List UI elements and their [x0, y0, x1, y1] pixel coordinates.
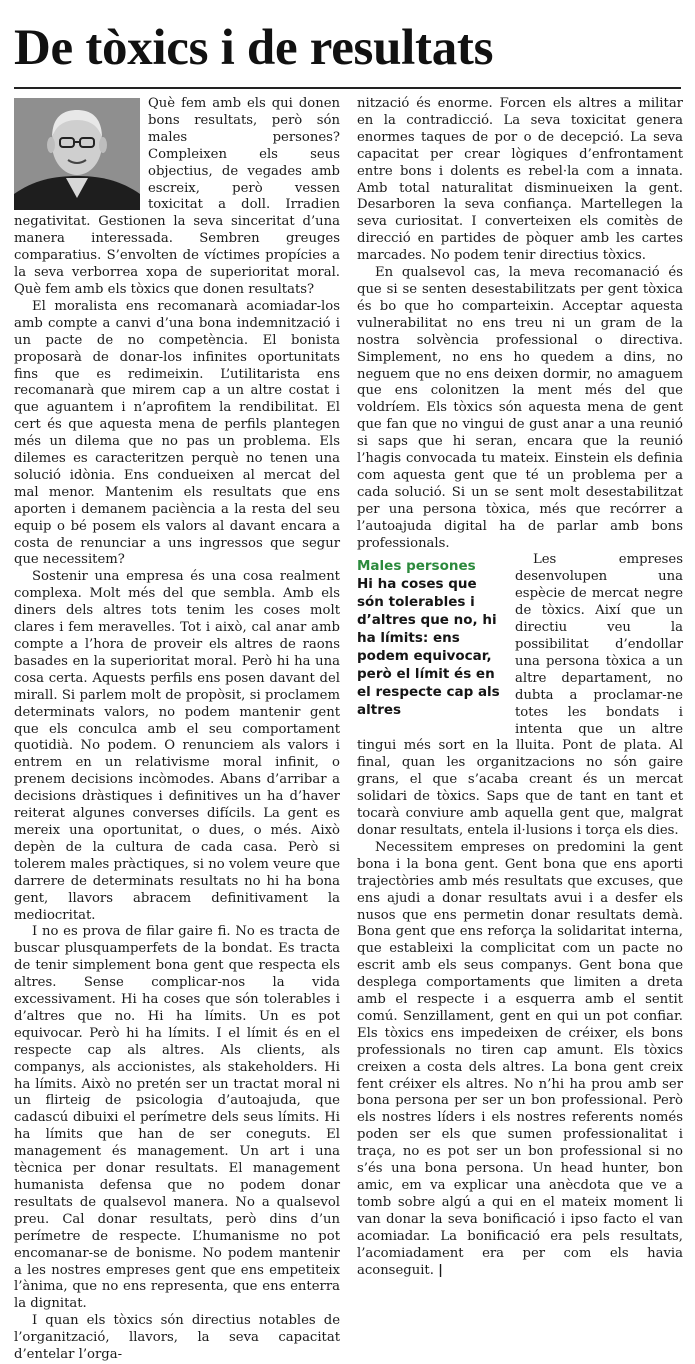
paragraph: Les empreses desenvolupen una espècie de mercat negre de tòxics. Així que un directiu veu la possibilitat d’endollar una persona tòxica a un altre departament, no dubta a proclamar-ne totes les bondats i intenta que un altre tingui més sort en la lluita. Pont de plata. Al final, quan les organitzacions no són gaire grans, el que s’acaba creant és un mercat solidari de tòxics. Saps que de tant en tant et tocarà conviure amb aquella gent que, malgrat donar resultats, entela il·lusions i torça els dies.	[357, 552, 683, 838]
paragraph: Què fem amb els qui donen bons resultats, però són males persones? Compleixen els seus objectius, de vegades amb escreix, però vessen toxicitat a doll. Irradien negativitat. Gestionen la seva sinceritat d’una manera interessada. Sembren greuges comparatius. S’envolten de víctimes propícies a la seva verborrea xopa de superioritat moral. Què fem amb els tòxics que donen resultats?	[14, 96, 340, 297]
column-2	[357, 96, 683, 1279]
paragraph: El moralista ens recomanarà acomiadar-los amb compte a canvi d’una bona indemnització i un pacte de no competència. El bonista proposarà de donar-los infinites oportunitats fins que es redimeixin. L’utilitarista ens recomanarà que mirem cap a un altre costat i que aguantem i n’aprofitem la rendibilitat. El cert és que aquesta mena de perfils plantegen més un dilema que no pas un problema. Els dilemes es caracteritzen perquè no tenen una solució idònia. Ens condueixen al mercat del mal menor. Mantenim els resultats que ens aporten i demanem paciència a la resta del seu equip o bé posem els valors al davant encara a costa de renunciar a uns ingressos que segur que necessitem?	[14, 298, 340, 568]
author-portrait-icon	[14, 98, 140, 210]
column-1	[14, 96, 340, 1364]
portrait-drawing	[14, 98, 140, 210]
title-rule	[14, 87, 681, 89]
article-title: De tòxics i de resultats	[14, 20, 494, 76]
paragraph: I no es prova de filar gaire fi. No es tracta de buscar plusquamperfets de la bondat. Es tracta de tenir simplement bona gent que respecta els altres. Sense complicar-nos la vida excessivament. Hi ha coses que són tolerables i d’altres que no. Hi ha límits. Un es pot equivocar. Però hi ha límits. I el límit és en el respecte cap als altres. Als clients, als companys, als accionistes, als stakeholders. Hi ha límits. Això no pretén ser un tractat moral ni un flirteig de psicologia d’autoajuda, que cadascú dibuixi el perímetre dels seus límits. Hi ha límits que han de ser coneguts. El management és management. Un art i una tècnica per donar resultats. El management humanista defensa que no podem donar resultats de qualsevol manera. No a qualsevol preu. Cal donar resultats, però dins d’un perímetre de respecte. L’humanisme no pot encomanar-se de bonisme. No podem mantenir a les nostres empreses gent que ens empetiteix l’ànima, que no ens representa, que ens enterra la dignitat.	[14, 924, 340, 1312]
pull-quote	[357, 557, 505, 719]
paragraph: I quan els tòxics són directius notables de l’organització, llavors, la seva capacitat d’entelar l’orga-	[14, 1313, 340, 1363]
pull-quote-text: Hi ha coses que són tolerables i d’altres que no, hi ha límits: ens podem equivocar, però el límit és en el respecte cap als altres	[357, 576, 500, 719]
paragraph	[357, 840, 683, 1280]
paragraph: En qualsevol cas, la meva recomanació és que si se senten desestabilitzats per gent tòxica és bo que ho comparteixin. Acceptar aquesta vulnerabilitat no ens treu ni un gram de la nostra solvència professional o directiva. Simplement, no ens ho quedem a dins, no neguem que no ens deixen dormir, no amaguem que ens colonitzen la ment més del que voldríem. Els tòxics són aquesta mena de gent que fan que no vingui de gust anar a una reunió si saps que hi seran, encara que la reunió l’hagis convocada tu mateix. Einstein els definia com aquesta gent que té un problema per a cada solució. Si un se sent molt desestabilitzat per una persona tòxica, més que recórrer a l’autoajuda digital ha de parlar amb bons professionals.	[357, 265, 683, 551]
paragraph: Sostenir una empresa és una cosa realment complexa. Molt més del que sembla. Amb els diners dels altres tots tenim les coses molt clares i fem meravelles. Tot i això, cal anar amb compte a l’hora de proveir els altres de raons basades en la superioritat moral. Però hi ha una cosa certa. Aquests perfils ens posen davant del mirall. Si parlem molt de propòsit, si proclamem determinats valors, no podem mantenir gent que els conculca amb el seu comportament quotidià. No podem. O renunciem als valors i entrem en un relativisme moral infinit, o prenem decisions incòmodes. Abans d’arribar a decisions dràstiques i definitives un ha d’haver reiterat algunes converses difícils. La gent es mereix una oportunitat, o dues, o més. Això depèn de la cultura de cada casa. Però si tolerem males pràctiques, si no volem veure que darrere de determinats resultats no hi ha bona gent, llavors abracem definitivament la mediocritat.	[14, 569, 340, 923]
end-mark: |	[438, 1262, 443, 1278]
paragraph-text: Necessitem empreses on predomini la gent bona i la bona gent. Gent bona que ens aporti trajectòries amb més resultats que excuses, que ens ajudi a donar resultats avui i a desfer els nusos que ens permetin donar resultats demà. Bona gent que ens reforça la solidaritat interna, que estableixi la complicitat com un pacte no escrit amb els seus companys. Gent bona que desplega comportaments que limiten a dreta amb el respecte i a esquerra amb el sentit comú. Senzillament, gent en qui un pot confiar. Els tòxics ens impedeixen de créixer, els bons professionals no tiren cap amunt. Els tòxics creixen a costa dels altres. La bona gent creix fent créixer els altres. No n’hi ha prou amb ser bona persona per ser un bon professional. Però els nostres líders i els nostres referents només poden ser els que sumen professionalitat i traça, no es pot ser un bon professional si no s’és una bona persona. Un head hunter, bon amic, em va explicar una anècdota que ve a tomb sobre algú a qui en el mateix moment li van donar la seva bonificació i ipso facto el van acomiadar. La bonificació era pels resultats, l’acomiadament era per com els havia aconseguit.	[357, 839, 683, 1278]
pull-quote-tag: Males persones	[357, 558, 476, 575]
paragraph: nització és enorme. Forcen els altres a militar en la contradicció. La seva toxicitat genera enormes taques de por o de decepció. La seva capacitat per crear lògiques d’enfrontament entre bons i dolents es rebel·la com a innata. Amb total naturalitat disminueixen la gent. Desarboren la seva confiança. Martellegen la seva curiositat. I converteixen els comitès de direcció en partides de pòquer amb les cartes marcades. No podem tenir directius tòxics.	[357, 96, 683, 264]
